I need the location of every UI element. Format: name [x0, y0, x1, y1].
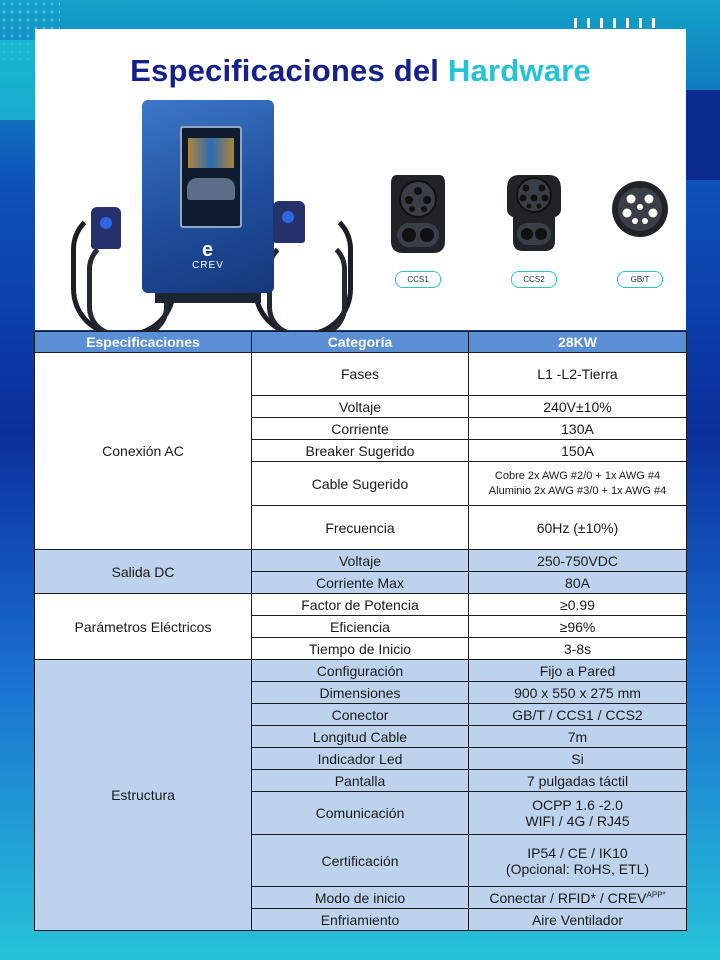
logo-e-icon: e: [201, 239, 215, 261]
param-cell: Pantalla: [252, 770, 469, 792]
param-cell: Conector: [252, 704, 469, 726]
value-text: ≥96%: [559, 618, 596, 635]
value-text: 240V±10%: [543, 398, 612, 415]
value-text-line2: Aluminio 2x AWG #3/0 + 1x AWG #4: [488, 484, 667, 497]
connector-label-ccs2: CCS2: [511, 271, 557, 288]
value-text: Si: [571, 750, 584, 767]
value-cell: [469, 909, 687, 931]
value-cell: [469, 726, 687, 748]
gbt-connector-icon: [609, 179, 671, 239]
value-cell: [469, 682, 687, 704]
connector-label-gbt: GB/T: [617, 271, 663, 288]
screen-car-image: [187, 178, 235, 200]
ccs2-connector-icon: [503, 171, 565, 261]
value-text: 3-8s: [563, 640, 592, 657]
value-text: 60Hz (±10%): [536, 519, 619, 536]
value-text-line2: WIFI / 4G / RJ45: [525, 813, 630, 829]
param-cell: Comunicación: [252, 792, 469, 835]
value-cell: [469, 572, 687, 594]
value-cell: [469, 748, 687, 770]
table-row: [35, 594, 687, 616]
param-cell: Modo de inicio: [252, 887, 469, 909]
value-cell: [469, 704, 687, 726]
value-cell: [469, 835, 687, 887]
header-power: 28KW: [469, 332, 687, 353]
charger-stand: [155, 293, 261, 303]
value-cell: [469, 353, 687, 396]
value-text: 150A: [561, 442, 594, 459]
group-cell: Estructura: [35, 660, 252, 931]
value-text: OCPP 1.6 -2.0: [532, 797, 623, 813]
param-cell: Voltaje: [252, 396, 469, 418]
param-cell: Corriente Max: [252, 572, 469, 594]
background-tick-marks: [574, 18, 655, 28]
value-cell: [469, 792, 687, 835]
header-card: [35, 29, 686, 330]
connector-ccs2: [503, 171, 565, 291]
page-title: [35, 53, 686, 89]
param-cell: Configuración: [252, 660, 469, 682]
param-cell: Frecuencia: [252, 506, 469, 550]
value-cell: [469, 550, 687, 572]
value-text: IP54 / CE / IK10: [527, 844, 628, 861]
charger-body: [142, 100, 274, 293]
header-especificaciones: Especificaciones: [35, 332, 252, 353]
value-text: Aire Ventilador: [531, 911, 624, 928]
value-cell: [469, 770, 687, 792]
param-cell: Breaker Sugerido: [252, 440, 469, 462]
title-main: Especificaciones del: [130, 53, 440, 88]
background-band: [680, 90, 720, 180]
group-cell: Salida DC: [35, 550, 252, 594]
value-text: Conectar / RFID* / CREV: [489, 889, 647, 906]
table-row: [35, 550, 687, 572]
charging-gun-left: [91, 207, 121, 249]
screen-ui: [188, 138, 234, 168]
connector-gbt: [609, 179, 671, 291]
table-row: [35, 353, 687, 396]
charger-screen: [180, 126, 242, 228]
param-cell: Voltaje: [252, 550, 469, 572]
value-text: ≥0.99: [560, 596, 595, 613]
value-text: 7m: [567, 728, 588, 745]
value-cell: [469, 506, 687, 550]
header-categoria: Categoría: [252, 332, 469, 353]
value-cell: [469, 418, 687, 440]
background-corner-shape: [0, 40, 36, 120]
value-text: GB/T / CCS1 / CCS2: [512, 706, 643, 723]
value-text: 7 pulgadas táctil: [526, 772, 629, 789]
value-text: 900 x 550 x 275 mm: [514, 684, 641, 701]
table-header-row: [35, 332, 687, 353]
value-cell: [469, 594, 687, 616]
cable-right-inner: [267, 239, 347, 337]
param-cell: Factor de Potencia: [252, 594, 469, 616]
value-cell: [469, 887, 687, 909]
param-cell: Fases: [252, 353, 469, 396]
param-cell: Certificación: [252, 835, 469, 887]
value-cell: [469, 462, 687, 506]
value-text: Fijo a Pared: [539, 662, 616, 679]
value-cell: [469, 638, 687, 660]
param-cell: Cable Sugerido: [252, 462, 469, 506]
title-accent: Hardware: [447, 53, 591, 88]
value-cell: [469, 396, 687, 418]
param-cell: Tiempo de Inicio: [252, 638, 469, 660]
value-text: 80A: [565, 574, 590, 591]
connector-label-ccs1: CCS1: [395, 271, 441, 288]
group-cell: Conexión AC: [35, 353, 252, 550]
value-cell: [469, 660, 687, 682]
value-cell: [469, 616, 687, 638]
value-text: 130A: [561, 420, 594, 437]
value-text-line2: (Opcional: RoHS, ETL): [505, 860, 650, 877]
table-row: [35, 660, 687, 682]
value-cell: [469, 440, 687, 462]
group-cell: Parámetros Eléctricos: [35, 594, 252, 660]
table-body: [35, 353, 687, 931]
ccs1-connector-icon: [387, 171, 449, 261]
param-cell: Corriente: [252, 418, 469, 440]
charging-gun-right: [273, 201, 305, 243]
param-cell: Indicador Led: [252, 748, 469, 770]
specifications-table: [34, 331, 687, 931]
value-superscript: APP*: [646, 889, 666, 899]
value-text: 250-750VDC: [537, 552, 618, 569]
logo-brand-text: CREV: [192, 260, 224, 271]
value-text: L1 -L2-Tierra: [537, 366, 618, 382]
param-cell: Dimensiones: [252, 682, 469, 704]
charger-logo: [192, 240, 224, 271]
value-text: Cobre 2x AWG #2/0 + 1x AWG #4: [494, 469, 661, 482]
connector-ccs1: [387, 171, 449, 291]
param-cell: Longitud Cable: [252, 726, 469, 748]
param-cell: Eficiencia: [252, 616, 469, 638]
param-cell: Enfriamiento: [252, 909, 469, 931]
